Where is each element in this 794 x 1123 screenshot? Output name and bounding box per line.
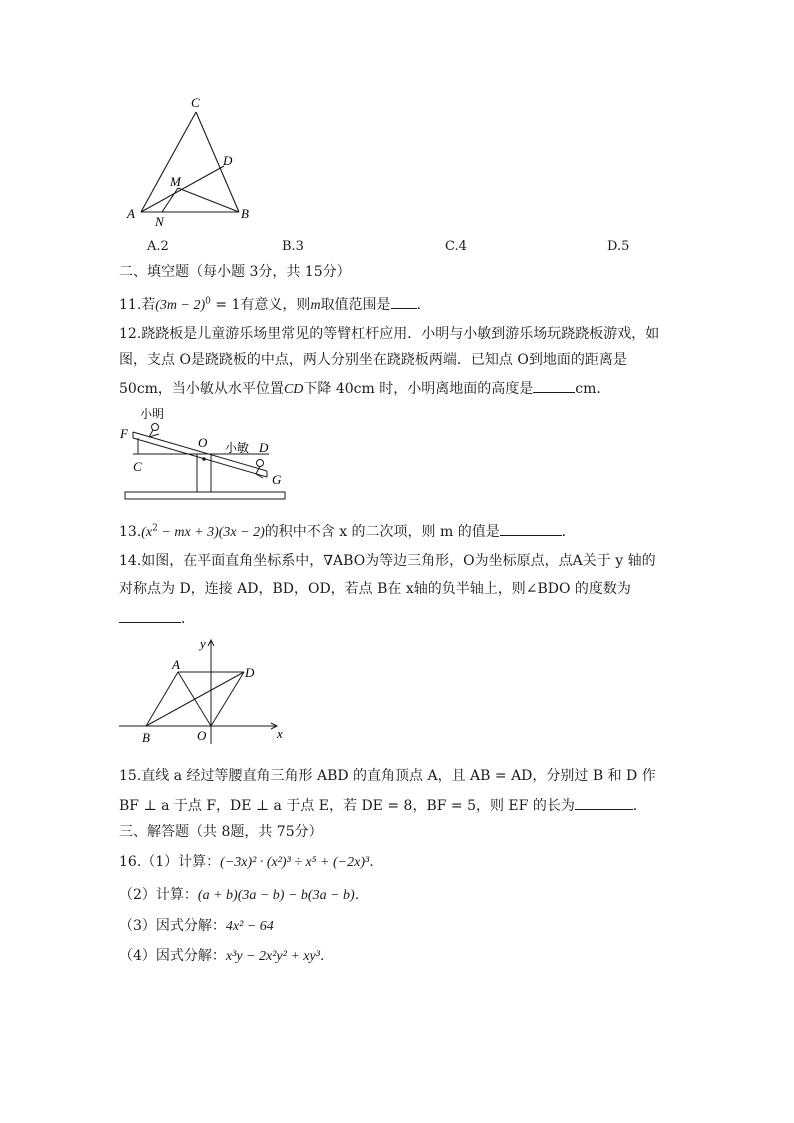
seesaw-d-label: D (259, 440, 269, 455)
q11-answer-blank[interactable] (391, 294, 417, 309)
question-12-line3 (119, 378, 610, 399)
section-2-heading: 二、填空题（每小题 3分，共 15分） (119, 264, 351, 280)
choice-c: C.4 (445, 239, 467, 254)
question-16-part4 (119, 947, 334, 966)
q14-answer-blank[interactable] (119, 608, 181, 623)
q16-p1-expr: (−3x)² · (x²)³ ÷ x⁵ + (−2x)³． (220, 855, 384, 870)
q15-answer-blank[interactable] (575, 795, 633, 810)
question-14-line1: 14.如图，在平面直角坐标系中，∇ABO为等边三角形，O为坐标原点，点A关于 y 轴的 (119, 553, 656, 569)
question-12-line2: 图，支点 O是跷跷板的中点，两人分别坐在跷跷板两端．已知点 O到地面的距离是 (119, 352, 627, 368)
q13-prefix: 13. (119, 524, 142, 540)
seesaw-xiaomin-label: 小敏 (225, 441, 250, 455)
q13-exp: 2 (152, 523, 158, 534)
q12-cd: CD (283, 382, 304, 397)
q11-expr: (3m − 2) (155, 298, 206, 313)
q16-p3-expr: 4x² − 64 (225, 919, 274, 934)
q13-answer-blank[interactable] (500, 521, 562, 536)
question-15-line2 (119, 795, 647, 815)
question-16-part1 (119, 853, 383, 872)
q11-end: . (416, 297, 422, 313)
q12-unit: cm． (575, 381, 611, 397)
coordinate-figure (119, 634, 294, 746)
origin-o-label: O (197, 728, 207, 743)
vertex-a-label: A (127, 206, 135, 221)
q11-suffix: 取值范围是 (320, 297, 391, 313)
vertex-b-label: B (241, 206, 249, 221)
choice-a: A.2 (147, 239, 169, 254)
q13-text: 的积中不含 x 的二次项，则 m 的值是 (264, 524, 500, 540)
axis-x-label: x (277, 726, 283, 741)
vertex-c-label: C (191, 95, 200, 110)
q11-prefix: 11.若 (119, 297, 156, 313)
question-12-line1: 12.跷跷板是儿童游乐场里常见的等臂杠杆应用．小明与小敏到游乐场玩跷跷板游戏，如 (119, 326, 660, 342)
seesaw-o-label: O (198, 435, 208, 450)
question-14-line2: 对称点为 D，连接 AD，BD，OD，若点 B在 x轴的负半轴上，则∠BDO 的度数为 (119, 581, 631, 597)
axis-y-label: y (200, 636, 206, 651)
q15-line2-text: BF ⊥ a 于点 F，DE ⊥ a 于点 E，若 DE = 8，BF = 5，则 EF 的长为 (119, 798, 575, 814)
point-d-label: D (223, 153, 233, 168)
choice-d: D.5 (607, 239, 630, 254)
question-16-part2 (119, 886, 369, 905)
q16-p3-label: （3）因式分解： (119, 918, 226, 934)
seesaw-c-label: C (133, 459, 142, 474)
q15-end: ． (632, 798, 647, 814)
q11-var: m (310, 298, 321, 313)
q16-p4-expr: x³y − 2x²y² + xy³． (225, 949, 334, 964)
question-16-part3 (119, 917, 274, 936)
question-15-line1: 15.直线 a 经过等腰直角三角形 ABD 的直角顶点 A，且 AB = AD，分别过 B 和 D 作 (119, 768, 656, 784)
q14-end: ． (181, 611, 195, 627)
seesaw-g-label: G (272, 472, 282, 487)
q12-answer-blank[interactable] (533, 378, 575, 393)
question-13 (119, 521, 576, 542)
q12-line3b: 下降 40cm 时，小明离地面的高度是 (303, 381, 534, 397)
q13-end: ． (561, 524, 576, 540)
q16-p2-expr: (a + b)(3a − b) − b(3a − b)． (197, 888, 369, 903)
seesaw-f-label: F (120, 426, 128, 441)
q11-eq: = 1有意义，则 (210, 297, 311, 313)
question-11 (119, 294, 421, 315)
point-b-label: B (142, 730, 150, 745)
point-m-label: M (170, 174, 181, 189)
point-d-label: D (245, 665, 255, 680)
point-a-label: A (172, 657, 180, 672)
q12-line3a: 50cm，当小敏从水平位置 (119, 381, 284, 397)
q13-expr-b: − mx + 3)(3x − 2) (157, 525, 265, 540)
q11-exponent: 0 (205, 296, 211, 307)
q16-p4-label: （4）因式分解： (119, 948, 226, 964)
triangle-figure (119, 92, 269, 232)
choice-b: B.3 (282, 239, 304, 254)
question-14-line3 (119, 608, 195, 628)
q16-p2-label: （2）计算： (119, 887, 198, 903)
q13-expr-a: (x (141, 525, 153, 540)
seesaw-xiaoming-label: 小明 (140, 407, 165, 421)
q16-p1-label: 16.（1）计算： (119, 854, 221, 870)
section-3-heading: 三、解答题（共 8题，共 75分） (119, 824, 323, 840)
point-n-label: N (155, 214, 164, 229)
seesaw-figure (119, 404, 294, 504)
